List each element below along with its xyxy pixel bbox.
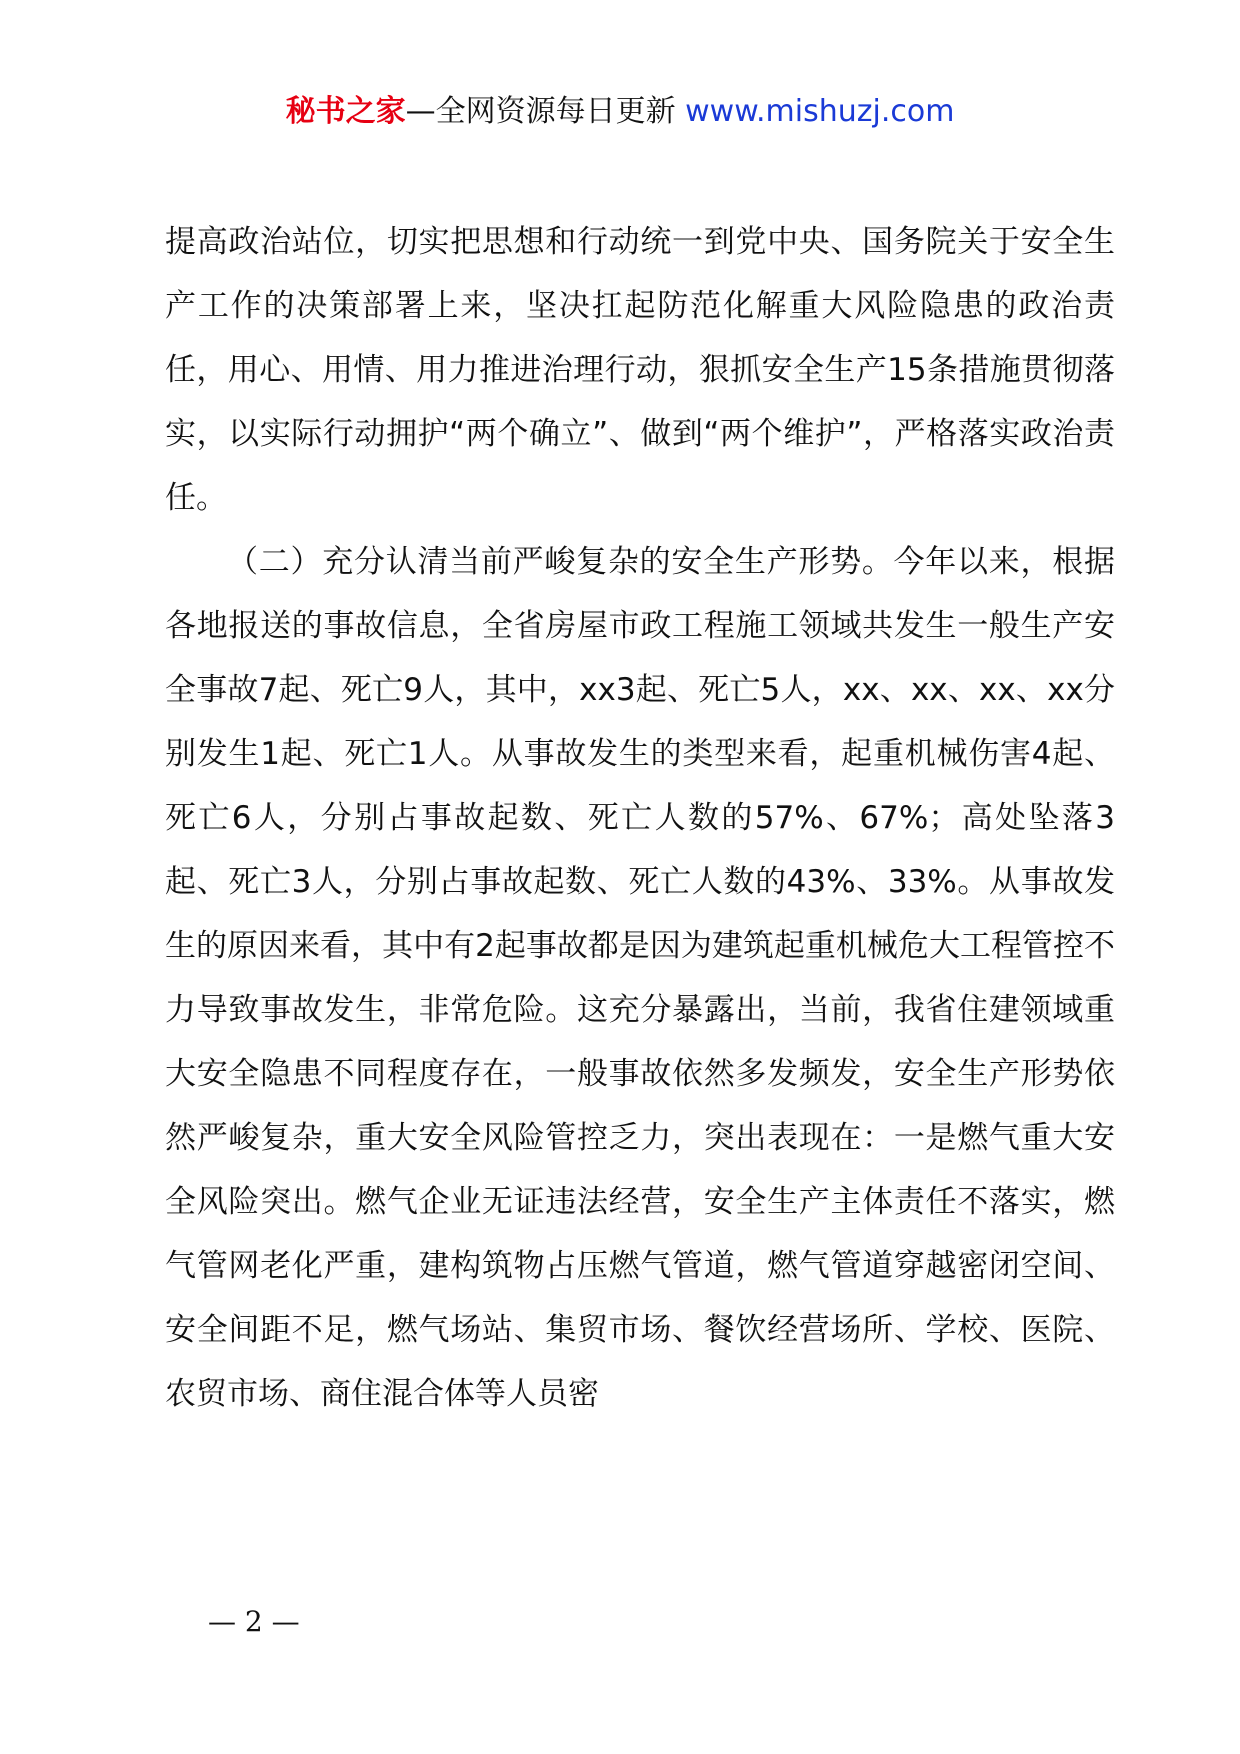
page-number: — 2 — xyxy=(208,1605,300,1638)
site-brand-name: 秘书之家 xyxy=(285,94,406,129)
body-paragraph-2: （二）充分认清当前严峻复杂的安全生产形势。今年以来，根据各地报送的事故信息，全省房屋市政工程施工领域共发生一般生产安全事故7起、死亡9人，其中，xx3起、死亡5人，xx、xx、xx、xx分别发生1起、死亡1人。从事故发生的类型来看，起重机械伤害4起、死亡6人，分别占事故起数、死亡人数的57%、67%；高处坠落3起、死亡3人，分别占事故起数、死亡人数的43%、33%。从事故发生的原因来看，其中有2起事故都是因为建筑起重机械危大工程管控不力导致事故发生，非常危险。这充分暴露出，当前，我省住建领域重大安全隐患不同程度存在，一般事故依然多发频发，安全生产形势依然严峻复杂，重大安全风险管控乏力，突出表现在：一是燃气重大安全风险突出。燃气企业无证违法经营，安全生产主体责任不落实，燃气管网老化严重，建构筑物占压燃气管道，燃气管道穿越密闭空间、安全间距不足，燃气场站、集贸市场、餐饮经营场所、学校、医院、农贸市场、商住混合体等人员密 xyxy=(165,544,1115,1412)
document-body xyxy=(165,210,1115,1426)
site-banner xyxy=(0,90,1240,134)
site-slogan: —全网资源每日更新 xyxy=(405,94,686,129)
body-paragraph-1: 提高政治站位，切实把思想和行动统一到党中央、国务院关于安全生产工作的决策部署上来，坚决扛起防范化解重大风险隐患的政治责任，用心、用情、用力推进治理行动，狠抓安全生产15条措施贯彻落实，以实际行动拥护“两个确立”、做到“两个维护”，严格落实政治责任。 xyxy=(165,224,1115,516)
site-url-link[interactable]: www.mishuzj.com xyxy=(685,94,955,129)
